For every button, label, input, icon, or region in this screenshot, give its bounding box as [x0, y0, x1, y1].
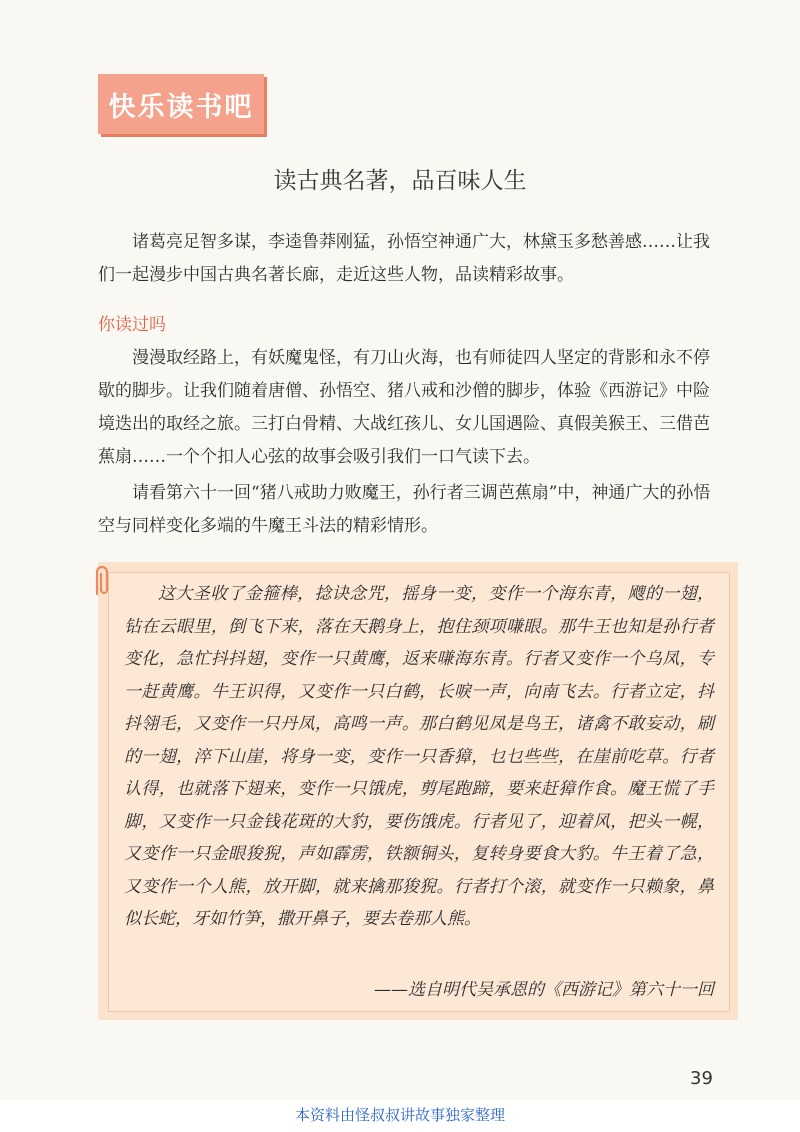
body-paragraph-1: 漫漫取经路上，有妖魔鬼怪，有刀山火海，也有师徒四人坚定的背影和永不停歇的脚步。让我们随着唐僧、孙悟空、猪八戒和沙僧的脚步，体验《西游记》中险境迭出的取经之旅。三打白骨精、大战红孩儿、女儿国遇险、真假美猴王、三借芭蕉扇……一个个扣人心弦的故事会吸引我们一口气读下去。	[98, 348, 710, 467]
page-title: 读古典名著，品百味人生	[273, 168, 527, 194]
intro-paragraph: 诸葛亮足智多谋，李逵鲁莽刚猛，孙悟空神通广大，林黛玉多愁善感……让我们一起漫步中国古典名著长廊，走近这些人物，品读精彩故事。	[98, 232, 710, 285]
section-header-tag	[98, 74, 264, 134]
page-number: 39	[690, 1068, 713, 1089]
excerpt-text: 这大圣收了金箍棒，捻诀念咒，摇身一变，变作一个海东青，飕的一翅，钻在云眼里，倒飞下来，落在天鹅身上，抱住颈项嗛眼。那牛王也知是孙行者变化，急忙抖抖翅，变作一只黄鹰，返来嗛海东青。行者又变作一个乌凤，专一赶黄鹰。牛王识得，又变作一只白鹤，长唳一声，向南飞去。行者立定，抖抖翎毛，又变作一只丹凤，高鸣一声。那白鹤见凤是鸟王，诸禽不敢妄动，刷的一翅，淬下山崖，将身一变，变作一只香獐，乜乜些些，在崖前吃草。行者认得，也就落下翅来，变作一只饿虎，剪尾跑蹄，要来赶獐作食。魔王慌了手脚，又变作一只金钱花斑的大豹，要伤饿虎。行者见了，迎着风，把头一幌，又变作一只金眼狻猊，声如霹雳，铁额铜头，复转身要食大豹。牛王着了急，又变作一个人熊，放开脚，就来擒那狻猊。行者打个滚，就变作一只赖象，鼻似长蛇，牙如竹笋，撒开鼻子，要去卷那人熊。	[124, 584, 714, 929]
body-paragraph-2: 请看第六十一回“猪八戒助力败魔王，孙行者三调芭蕉扇”中，神通广大的孙悟空与同样变化多端的牛魔王斗法的精彩情形。	[98, 483, 711, 536]
paperclip-icon	[90, 564, 112, 598]
footer-note: 本资料由怪叔叔讲故事独家整理	[294, 1106, 505, 1124]
section-label: 你读过吗	[98, 315, 166, 335]
excerpt-source: ——选自明代吴承恩的《西游记》第六十一回	[374, 980, 714, 1000]
section-header-label: 快乐读书吧	[108, 91, 254, 123]
